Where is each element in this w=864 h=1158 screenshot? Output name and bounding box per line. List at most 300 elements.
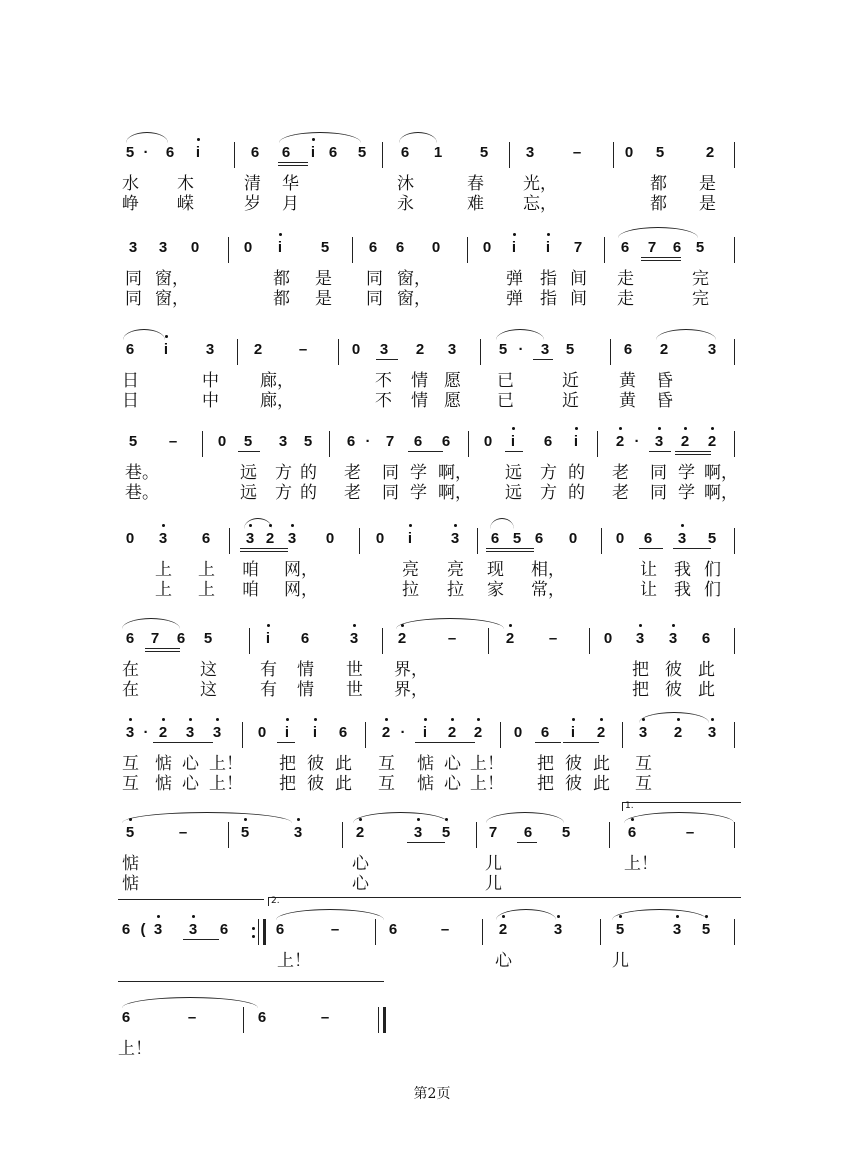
lyric: 忘， [523,194,557,214]
octave-dot [619,427,622,430]
lyric: 弹 [506,269,523,289]
octave-dot [269,524,272,527]
lyric: 咱 [242,580,259,600]
barline [352,237,353,263]
octave-dot [353,624,356,627]
octave-dot [249,524,252,527]
octave-dot [216,718,219,721]
note-digit: 3 [413,824,423,841]
lyric: 永 [397,194,414,214]
note-digit: 6 [121,1009,131,1026]
note-digit: 6 [121,921,131,938]
note-digit: 5 [512,530,522,547]
note-digit: 5 [203,630,213,647]
note-digit: 2 [355,824,365,841]
note-digit: 3 [635,630,645,647]
lyric: 上！ [209,754,243,774]
lyric: 的 [568,463,585,483]
note-digit: 7 [573,239,583,256]
lyric: 愿 [444,391,461,411]
slur [279,132,361,143]
lyric: 心 [352,854,369,874]
lyric: 把 [632,680,649,700]
octave-dot [681,524,684,527]
note-digit: 5 [561,824,571,841]
lyric: 在 [122,660,139,680]
note-digit: – [572,144,582,161]
lyric: 上！ [277,951,311,971]
note-digit: i [312,724,318,741]
lyric: 窗， [155,269,189,289]
lyric: 廊， [260,391,294,411]
note-digit: 3 [672,921,682,938]
note-digit: 0 [351,341,361,358]
lyric: 远 [240,463,257,483]
lyric: 沐 [397,174,414,194]
note-digit: 2 [265,530,275,547]
lyric: 走 [617,269,634,289]
octave-dot [445,818,448,821]
underline-beam [408,451,443,452]
barline [338,339,339,365]
lyric: 心 [352,874,369,894]
octave-dot [631,818,634,821]
note-digit: 5 [128,433,138,450]
lyric: 儿 [612,951,629,971]
note-digit: 0 [624,144,634,161]
note-digit: · [400,724,406,741]
lyric: 的 [300,463,317,483]
note-digit: 6 [165,144,175,161]
underline-beam [240,551,288,552]
barline [622,722,623,748]
octave-dot [672,624,675,627]
barline [382,628,383,654]
lyric: 是 [315,269,332,289]
score-system [0,524,864,634]
lyric: 界， [394,680,428,700]
lyric: 的 [300,483,317,503]
lyric: 是 [699,194,716,214]
barline [242,722,243,748]
barline [468,431,469,457]
note-digit: 3 [553,921,563,938]
lyric: 儿 [485,874,502,894]
octave-dot [291,524,294,527]
underline-beam [533,359,553,360]
octave-dot [129,818,132,821]
note-digit: 6 [275,921,285,938]
lyric: 学 [410,483,427,503]
underline-beam [145,651,180,652]
barline [734,822,735,848]
lyric: 木 [177,174,194,194]
note-digit: 2 [158,724,168,741]
octave-dot [385,718,388,721]
lyric: 日 [122,371,139,391]
lyric: 窗， [397,289,431,309]
note-digit: 3 [153,921,163,938]
note-digit: 0 [603,630,613,647]
underline-beam [641,260,681,261]
note-digit: 3 [540,341,550,358]
lyric: 世 [346,660,363,680]
lyric: 月 [282,194,299,214]
barline [382,142,383,168]
lyric: 指 [540,289,557,309]
underline-beam [278,162,308,163]
note-digit: 3 [379,341,389,358]
lyric: 把 [537,774,554,794]
lyric: 啊， [438,483,472,503]
note-digit: 6 [627,824,637,841]
barline [604,237,605,263]
octave-dot [705,915,708,918]
note-digit: i [570,724,576,741]
note-digit: 6 [219,921,229,938]
lyric: 有 [260,680,277,700]
note-digit: 6 [490,530,500,547]
barline [488,628,489,654]
barline [500,722,501,748]
note-digit: 6 [400,144,410,161]
barline [609,822,610,848]
octave-dot [711,718,714,721]
note-digit: i [545,239,551,256]
lyric: 老 [612,483,629,503]
note-digit: – [548,630,558,647]
note-digit: 0 [568,530,578,547]
underline-beam [486,548,534,549]
note-digit: i [310,144,316,161]
octave-dot [451,718,454,721]
slur [399,132,437,143]
note-digit: i [284,724,290,741]
barline [734,237,735,263]
underline-beam [675,451,711,452]
octave-dot [279,233,282,236]
note-digit: 7 [385,433,395,450]
octave-dot [197,138,200,141]
octave-dot [677,718,680,721]
lyric: 巷。 [125,463,159,483]
octave-dot [409,524,412,527]
note-digit: – [298,341,308,358]
lyric: 此 [335,754,352,774]
octave-dot [639,624,642,627]
lyric: 啊， [704,483,738,503]
lyric: 弹 [506,289,523,309]
lyric: 这 [200,680,217,700]
octave-dot [512,427,515,430]
lyric: 上！ [624,854,658,874]
note-digit: 5 [125,824,135,841]
note-digit: 6 [201,530,211,547]
lyric: 学 [678,483,695,503]
note-digit: 2 [680,433,690,450]
octave-dot [711,427,714,430]
lyric: 同 [366,289,383,309]
lyric: 心 [182,754,199,774]
lyric: 黄 [619,371,636,391]
final-barline [378,1007,379,1033]
note-digit: 1 [433,144,443,161]
octave-dot [502,915,505,918]
repeat-dot [252,935,255,938]
note-digit: 2 [447,724,457,741]
note-digit: 2 [673,724,683,741]
note-digit: 0 [125,530,135,547]
lyric: 常， [531,580,565,600]
note-digit: 5 [303,433,313,450]
lyric: 家 [487,580,504,600]
note-digit: 6 [523,824,533,841]
lyric: 春 [467,174,484,194]
underline-beam [675,454,711,455]
note-digit: 3 [158,239,168,256]
note-digit: 5 [615,921,625,938]
lyric: 都 [273,269,290,289]
note-digit: 6 [623,341,633,358]
lyric: 黄 [619,391,636,411]
lyric: 昏 [656,371,673,391]
lyric: 中 [202,391,219,411]
note-digit: i [511,239,517,256]
underline-beam [183,939,219,940]
note-digit: 5 [441,824,451,841]
lyric: 心 [444,754,461,774]
lyric: 网， [284,560,318,580]
lyric: 上！ [209,774,243,794]
note-digit: 3 [185,724,195,741]
underline-beam [641,257,681,258]
note-digit: 3 [349,630,359,647]
underline-beam [153,742,213,743]
note-digit: 0 [243,239,253,256]
lyric: 亮 [402,560,419,580]
octave-dot [477,718,480,721]
ending-line [118,981,384,990]
barline [613,142,614,168]
lyric: 此 [335,774,352,794]
note-digit: i [573,433,579,450]
lyric: 已 [497,391,514,411]
note-digit: 0 [615,530,625,547]
repeat-dot [252,927,255,930]
lyric: 完 [692,269,709,289]
octave-dot [162,718,165,721]
barline [734,528,735,554]
note-digit: 0 [190,239,200,256]
underline-beam [673,548,711,549]
note-digit: 6 [388,921,398,938]
octave-dot [642,718,645,721]
lyric: 同 [650,483,667,503]
lyric: 让 [640,560,657,580]
note-digit: 2 [505,630,515,647]
note-digit: 2 [473,724,483,741]
lyric: 心 [182,774,199,794]
barline [249,628,250,654]
note-digit: 6 [176,630,186,647]
barline [359,528,360,554]
octave-dot [600,718,603,721]
barline [734,722,735,748]
octave-dot [417,818,420,821]
note-digit: i [422,724,428,741]
note-digit: 2 [596,724,606,741]
underline-beam [639,548,663,549]
barline [467,237,468,263]
lyric: 日 [122,391,139,411]
barline [734,339,735,365]
barline [600,919,601,945]
lyric: 不 [375,391,392,411]
underline-beam [407,842,445,843]
lyric: 惦 [155,774,172,794]
lyric: 走 [617,289,634,309]
note-digit: i [510,433,516,450]
lyric: 同 [366,269,383,289]
lyric: 学 [678,463,695,483]
octave-dot [312,138,315,141]
lyric: 我 [674,580,691,600]
lyric: 岁 [244,194,261,214]
lyric: 惦 [155,754,172,774]
note-digit: 6 [300,630,310,647]
score-system [0,718,864,828]
lyric: 同 [382,483,399,503]
note-digit: 3 [287,530,297,547]
note-digit: 0 [217,433,227,450]
note-digit: 3 [450,530,460,547]
octave-dot [165,335,168,338]
note-digit: 3 [525,144,535,161]
lyric: 窗， [397,269,431,289]
note-digit: 6 [250,144,260,161]
score-system [0,818,864,928]
octave-dot [297,818,300,821]
lyric: 上 [155,560,172,580]
lyric: 同 [382,463,399,483]
note-digit: 5 [707,530,717,547]
underline-beam [376,359,398,360]
lyric: 我 [674,560,691,580]
lyric: 都 [273,289,290,309]
note-digit: 7 [647,239,657,256]
score-system [0,138,864,248]
lyric: 不 [375,371,392,391]
note-digit: – [440,921,450,938]
octave-dot [189,718,192,721]
lyric: 昏 [656,391,673,411]
lyric: 现 [487,560,504,580]
note-digit: 0 [482,239,492,256]
lyric: 窗， [155,289,189,309]
note-digit: 3 [668,630,678,647]
lyric: 清 [244,174,261,194]
barline [365,722,366,748]
lyric: 远 [505,463,522,483]
note-digit: 2 [705,144,715,161]
note-digit: 5 [125,144,135,161]
lyric: 峥 [122,194,139,214]
lyric: 惦 [417,754,434,774]
lyric: 此 [593,754,610,774]
note-digit: 3 [212,724,222,741]
lyric: 上！ [118,1039,152,1059]
note-digit: 3 [447,341,457,358]
barline [342,822,343,848]
note-digit: 5 [357,144,367,161]
lyric: 上 [155,580,172,600]
lyric: 华 [282,174,299,194]
lyric: 同 [125,289,142,309]
octave-dot [424,718,427,721]
octave-dot [619,915,622,918]
barline [228,822,229,848]
barline [509,142,510,168]
lyric: 完 [692,289,709,309]
lyric: 彼 [565,774,582,794]
note-digit: 2 [659,341,669,358]
octave-dot [454,524,457,527]
underline-beam [505,451,523,452]
lyric: 把 [632,660,649,680]
barline [610,339,611,365]
underline-beam [145,648,180,649]
note-digit: 6 [643,530,653,547]
lyric: 间 [570,289,587,309]
barline [477,528,478,554]
lyric: 老 [612,463,629,483]
lyric: 彼 [565,754,582,774]
octave-dot [192,915,195,918]
note-digit: – [685,824,695,841]
note-digit: 3 [654,433,664,450]
note-digit: 2 [707,433,717,450]
note-digit: – [330,921,340,938]
lyric: 方 [275,463,292,483]
octave-dot [575,427,578,430]
lyric: 同 [125,269,142,289]
lyric: 光， [523,174,557,194]
note-digit: 0 [257,724,267,741]
note-digit: 6 [368,239,378,256]
lyric: 是 [699,174,716,194]
repeat-barline [258,919,259,945]
note-digit: 5 [701,921,711,938]
note-digit: · [518,341,524,358]
octave-dot [547,233,550,236]
lyric: 巷。 [125,483,159,503]
note-digit: 0 [431,239,441,256]
lyric: 啊， [704,463,738,483]
lyric: 近 [562,371,579,391]
barline [234,142,235,168]
lyric: 把 [537,754,554,774]
volta-1: 1. [622,802,741,811]
note-digit: 6 [338,724,348,741]
lyric: 愿 [444,371,461,391]
octave-dot [513,233,516,236]
note-digit: 2 [381,724,391,741]
barline [329,431,330,457]
lyric: 互 [378,754,395,774]
barline [734,431,735,457]
octave-dot [162,524,165,527]
lyric: 们 [704,560,721,580]
